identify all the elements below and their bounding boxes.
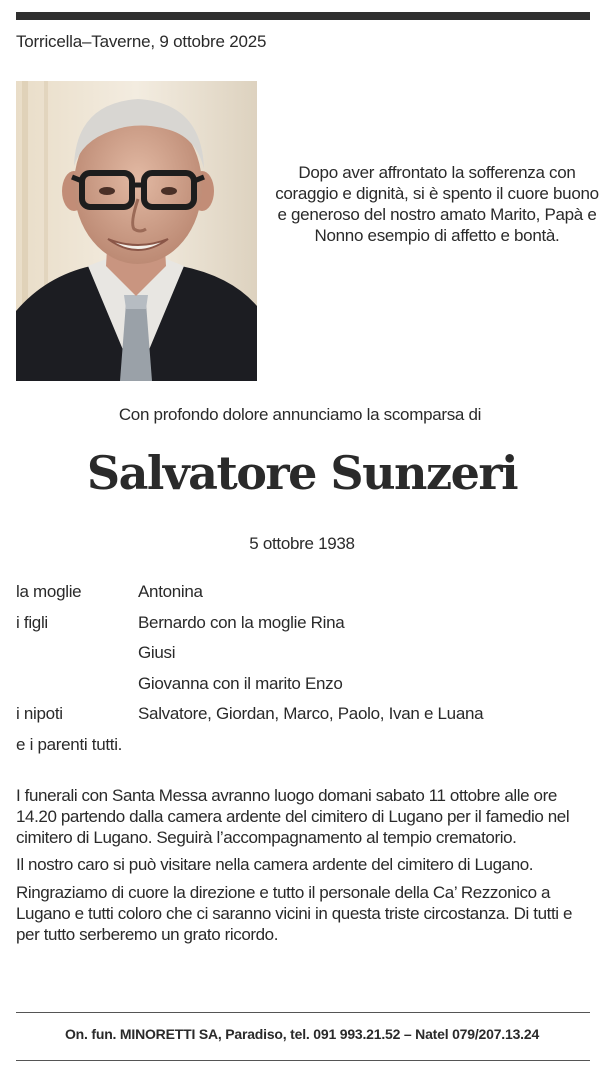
family-relation: i figli bbox=[16, 612, 48, 632]
family-list bbox=[16, 577, 596, 760]
top-rule bbox=[16, 12, 590, 20]
family-names: Salvatore, Giordan, Marco, Paolo, Ivan e Luana bbox=[138, 704, 484, 724]
family-names: Bernardo con la moglie Rina bbox=[138, 612, 345, 632]
family-names: Antonina bbox=[138, 582, 203, 602]
footer-separator-bottom bbox=[16, 1060, 590, 1061]
funeral-info bbox=[16, 786, 596, 953]
family-relation: i nipoti bbox=[16, 704, 63, 724]
family-row bbox=[16, 608, 596, 639]
visit-paragraph: Il nostro caro si può visitare nella camera ardente del cimitero di Lugano. bbox=[16, 855, 534, 875]
thanks-paragraph: Ringraziamo di cuore la direzione e tutto il personale della Ca’ Rezzonico a Lugano e tutti coloro che ci saranno vicini in questa triste circostanza. Di tutti e per tutto serberemo un grato ricordo. bbox=[16, 883, 573, 944]
family-names: Giovanna con il marito Enzo bbox=[138, 673, 343, 693]
funeral-home-footer: On. fun. MINORETTI SA, Paradiso, tel. 091 993.21.52 – Natel 079/207.13.24 bbox=[64, 1026, 540, 1042]
intro-text: Dopo aver affrontato la sofferenza con coraggio e dignità, si è spento il cuore buono e generoso del nostro amato Marito, Papà e Nonno esempio di affetto e bontà. bbox=[275, 163, 599, 245]
footer-separator-top bbox=[16, 1012, 590, 1013]
portrait-photo bbox=[16, 81, 257, 381]
portrait-photo-icon bbox=[16, 81, 257, 381]
birth-date: 5 ottobre 1938 bbox=[249, 534, 355, 553]
funeral-paragraph: I funerali con Santa Messa avranno luogo domani sabato 11 ottobre alle ore 14.20 partendo dalla camera ardente del cimitero di Lugano per il famedio nel cimitero di Lugano. Seguirà l’accompagnamento al tempio crematorio. bbox=[16, 786, 570, 847]
announcement: Con profondo dolore annunciamo la scomparsa di bbox=[118, 405, 482, 424]
family-closing: e i parenti tutti. bbox=[16, 734, 123, 754]
deceased-name: Salvatore Sunzeri bbox=[86, 446, 518, 500]
place-date: Torricella–Taverne, 9 ottobre 2025 bbox=[16, 32, 267, 51]
family-row bbox=[16, 577, 596, 608]
family-names: Giusi bbox=[138, 643, 176, 663]
family-row bbox=[16, 638, 596, 669]
family-relation: la moglie bbox=[16, 582, 82, 602]
family-row bbox=[16, 669, 596, 700]
family-row bbox=[16, 699, 596, 730]
